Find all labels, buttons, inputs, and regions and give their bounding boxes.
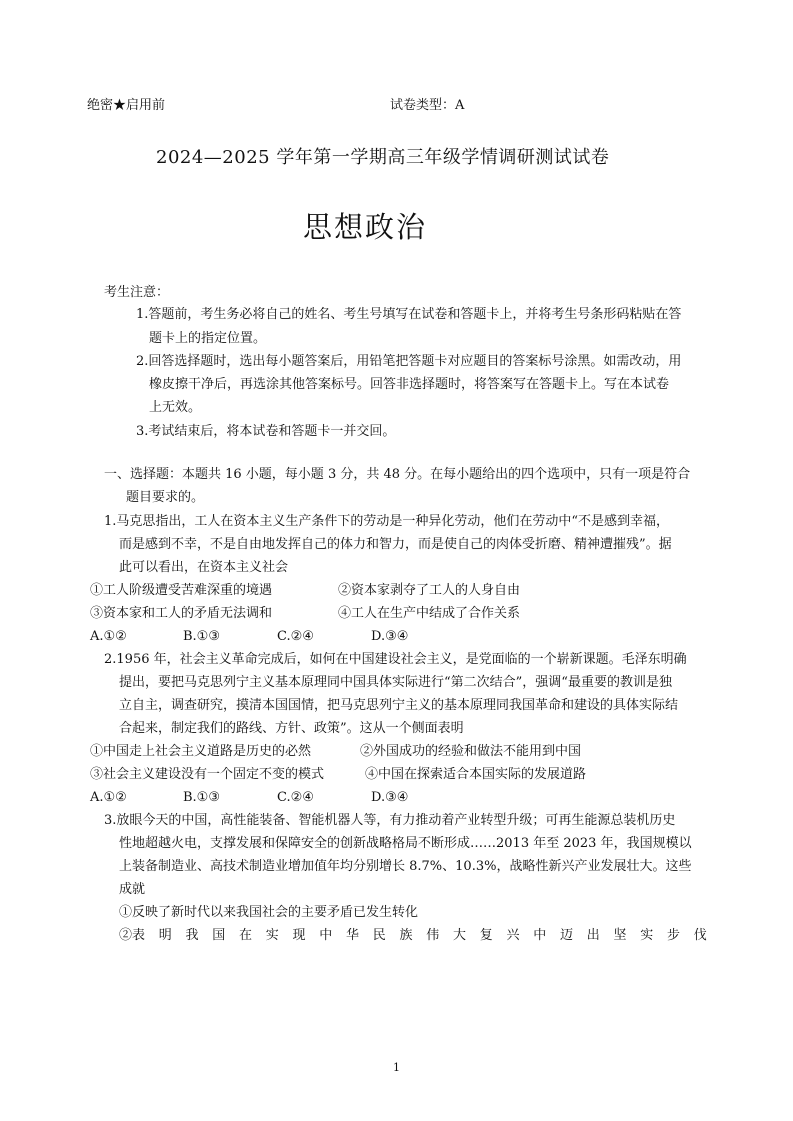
q3-option-2: [119, 929, 707, 942]
q3-option-2-char: 步: [667, 928, 681, 943]
q3-option-2-char: 我: [185, 928, 199, 943]
page-number: 1: [393, 1061, 400, 1074]
confidential-label: 绝密★启用前: [87, 98, 166, 113]
notice-item-1-line-2: 题卡上的指定位置。: [149, 331, 267, 346]
q2-option-3: ③社会主义建设没有一个固定不变的模式: [90, 767, 325, 782]
section-1-line-1: 一、选择题：本题共 16 小题，每小题 3 分，共 48 分。在每小题给出的四个选项中，只有一项是符合: [104, 467, 691, 482]
q2-stem-line-1: 2.1956 年，社会主义革命完成后，如何在中国建设社会主义，是党面临的一个崭新课题。毛泽东明确: [104, 652, 687, 667]
q3-option-2-char: 坚: [613, 928, 627, 943]
q1-option-4: ④工人在生产中结成了合作关系: [338, 606, 521, 621]
q3-stem-line-3: 上装备制造业、高技术制造业增加值年均分别增长 8.7%、10.3%，战略性新兴产业发展壮大。这些: [119, 859, 692, 874]
q1-choice-a: A.①②: [90, 629, 127, 644]
q3-option-2-char: 复: [479, 928, 493, 943]
q1-choice-c: C.②④: [277, 629, 314, 644]
q2-stem-line-4: 合起来，制定我们的路线、方针、政策”。这从一个侧面表明: [119, 721, 464, 736]
q2-choice-d: D.③④: [371, 790, 409, 805]
notice-item-2-line-2: 橡皮擦干净后，再选涂其他答案标号。回答非选择题时，将答案写在答题卡上。写在本试卷: [149, 377, 670, 392]
notice-heading: 考生注意：: [104, 285, 170, 300]
q1-option-1: ①工人阶级遭受苦难深重的境遇: [90, 583, 273, 598]
q2-stem-line-3: 立自主，调查研究，摸清本国国情，把马克思列宁主义的基本原理同我国革命和建设的具体实际结: [119, 698, 679, 713]
q3-stem-line-4: 成就: [119, 882, 146, 897]
q3-option-2-char: ②表: [119, 928, 146, 943]
q3-option-2-char: 现: [292, 928, 306, 943]
subject-title: 思想政治: [303, 210, 428, 244]
notice-item-2-line-1: 2.回答选择题时，选出每小题答案后，用铅笔把答题卡对应题目的答案标号涂黑。如需改动，用: [136, 354, 682, 369]
q1-stem-line-1: 1.马克思指出，工人在资本主义生产条件下的劳动是一种异化劳动，他们在劳动中“不是感到幸福，: [104, 514, 670, 529]
q3-option-2-char: 族: [399, 928, 413, 943]
notice-item-2-line-3: 上无效。: [149, 400, 202, 415]
q3-option-2-char: 出: [586, 928, 600, 943]
q1-option-2: ②资本家剥夺了工人的人身自由: [338, 583, 521, 598]
notice-item-1-line-1: 1.答题前，考生务必将自己的姓名、考生号填写在试卷和答题卡上，并将考生号条形码粘贴在答: [136, 307, 682, 322]
q2-stem-line-2: 提出，要把马克思列宁主义基本原理同中国具体实际进行“第二次结合”，强调“最重要的教训是独: [119, 675, 672, 690]
q3-option-2-char: 国: [212, 928, 226, 943]
q2-option-1: ①中国走上社会主义道路是历史的必然: [90, 744, 312, 759]
q1-stem-line-2: 而是感到不幸，不是自由地发挥自己的体力和智力，而是使自己的肉体受折磨、精神遭摧残”。据: [119, 537, 672, 552]
q2-choice-b: B.①③: [183, 790, 220, 805]
q3-option-2-char: 迈: [560, 928, 574, 943]
q2-choice-a: A.①②: [90, 790, 127, 805]
q3-option-2-char: 实: [265, 928, 279, 943]
q3-option-2-char: 实: [640, 928, 654, 943]
q3-option-2-char: 伐: [693, 928, 707, 943]
q3-option-2-char: 中: [319, 928, 333, 943]
q2-choice-c: C.②④: [277, 790, 314, 805]
q2-option-4: ④中国在探索适合本国实际的发展道路: [365, 767, 587, 782]
q1-choice-d: D.③④: [371, 629, 409, 644]
q3-option-2-char: 明: [158, 928, 172, 943]
q1-choice-b: B.①③: [183, 629, 220, 644]
q3-stem-line-2: 性地超越火电，支撑发展和保障安全的创新战略格局不断形成……2013 年至 2023 年，我国规模以: [119, 836, 692, 851]
q3-option-2-char: 伟: [426, 928, 440, 943]
q3-stem-line-1: 3.放眼今天的中国，高性能装备、智能机器人等，有力推动着产业转型升级；可再生能源总装机历史: [104, 813, 676, 828]
exam-title: 2024—2025 学年第一学期高三年级学情调研测试试卷: [156, 147, 610, 168]
q2-option-2: ②外国成功的经验和做法不能用到中国: [360, 744, 582, 759]
notice-item-3: 3.考试结束后，将本试卷和答题卡一并交回。: [136, 424, 396, 439]
q1-option-3: ③资本家和工人的矛盾无法调和: [90, 606, 273, 621]
paper-type-label: 试卷类型：A: [390, 98, 465, 113]
q3-option-2-char: 在: [239, 928, 253, 943]
q3-option-2-char: 兴: [506, 928, 520, 943]
q1-stem-line-3: 此可以看出，在资本主义社会: [119, 560, 289, 575]
q3-option-2-char: 民: [372, 928, 386, 943]
q3-option-2-char: 大: [453, 928, 467, 943]
q3-option-2-char: 华: [346, 928, 360, 943]
section-1-line-2: 题目要求的。: [126, 490, 205, 505]
q3-option-1: ①反映了新时代以来我国社会的主要矛盾已发生转化: [119, 905, 419, 920]
q3-option-2-char: 中: [533, 928, 547, 943]
